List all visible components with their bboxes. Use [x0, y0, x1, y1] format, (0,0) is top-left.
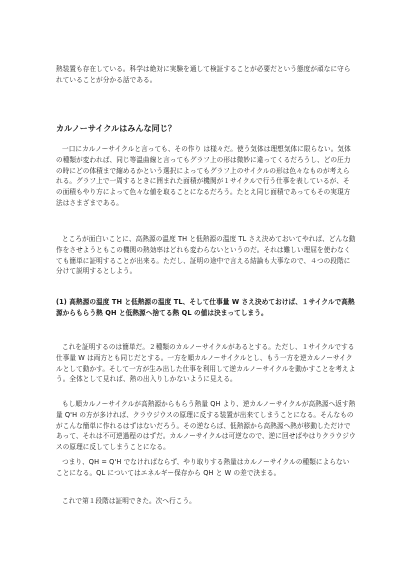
paragraph-5: つまり、QH = Q'H でなければならず、やり取りする熱量はカルノーサイクルの種類によらないことになる。QL についてはエネルギー保存から QH と W の差で決まる。	[56, 458, 350, 477]
paragraph-3: これを証明するのは簡単だ。２種類のカルノーサイクルがあるとする。ただし、１サイクルでする仕事量 W は両方とも同じだとする。一方を順カルノーサイクルとし、もう一方を逆カルノーサイクルとして動かす。そして一方が生み出した仕事を利用して逆カルノーサイクルを動かすことを考えよう。全体として見れば、熱の出入りしかないように見える。	[56, 343, 356, 384]
paragraph-2: ところが面白いことに、高熱源の温度 TH と低熱源の温度 TL さえ決めておいてやれば、どんな動作をさせようともこの機関の熱効率はどれも変わらないというのだ。それは難しい理屈を使わなくても簡単に証明することが出来る。ただし、証明の途中で言える結論も大事なので、４つの段階に分けて説明するとしよう。	[56, 235, 356, 276]
paragraph-6: これで第１段階は証明できた。次へ行こう。	[62, 497, 196, 505]
intro-paragraph: 熱装置も存在している。科学は絶対に実験を通して検証することが必要だという態度が頑なに守られていることが分かる話である。	[56, 65, 351, 84]
paragraph-1: 一口にカルノーサイクルと言っても、その作り は様々だ。使う気体は理想気体に限らない。気体の種類が変われば、同じ等温曲線と言ってもグラフ上の形は微妙に違ってくるだろうし、どの圧力の時にどの体積まで縮めるかという選択によってもグラフ上のサイクルの形は色々なものが考えられる。グラフ上で一周するときに囲まれた面積が機関が１サイクルで行う仕事を表しているが、その面積もやり方によって色々な値を取ることになるだろう。たとえ同じ面積であってもその実現方法はさまざまである。	[56, 145, 351, 208]
claim-statement: (1) 高熱源の温度 TH と低熱源の温度 TL、そして仕事量 W さえ決めておけば、１サイクルで高熱源からもらう熱 QH と低熱源へ捨てる熱 QL の値は決まってしまう。	[56, 298, 355, 318]
paragraph-4: もし順カルノーサイクルが高熱源からもらう熱量 QH より、逆カルノーサイクルが高熱源へ返す熱量 Q'H の方が多ければ、クラウジウスの原理に反する装置が出来てしまうことになる。そんなものがこんな簡単に作れるはずはないだろう。その逆ならば、低熱源から高熱源へ熱が移動しただけであって、それは不可逆過程のはずだ。カルノーサイクルは可逆なので、逆に回せばやはりクラウジウスの原理に反してしまうことになる。	[56, 400, 356, 452]
section-heading: カルノーサイクルはみんな同じ？	[56, 124, 176, 133]
